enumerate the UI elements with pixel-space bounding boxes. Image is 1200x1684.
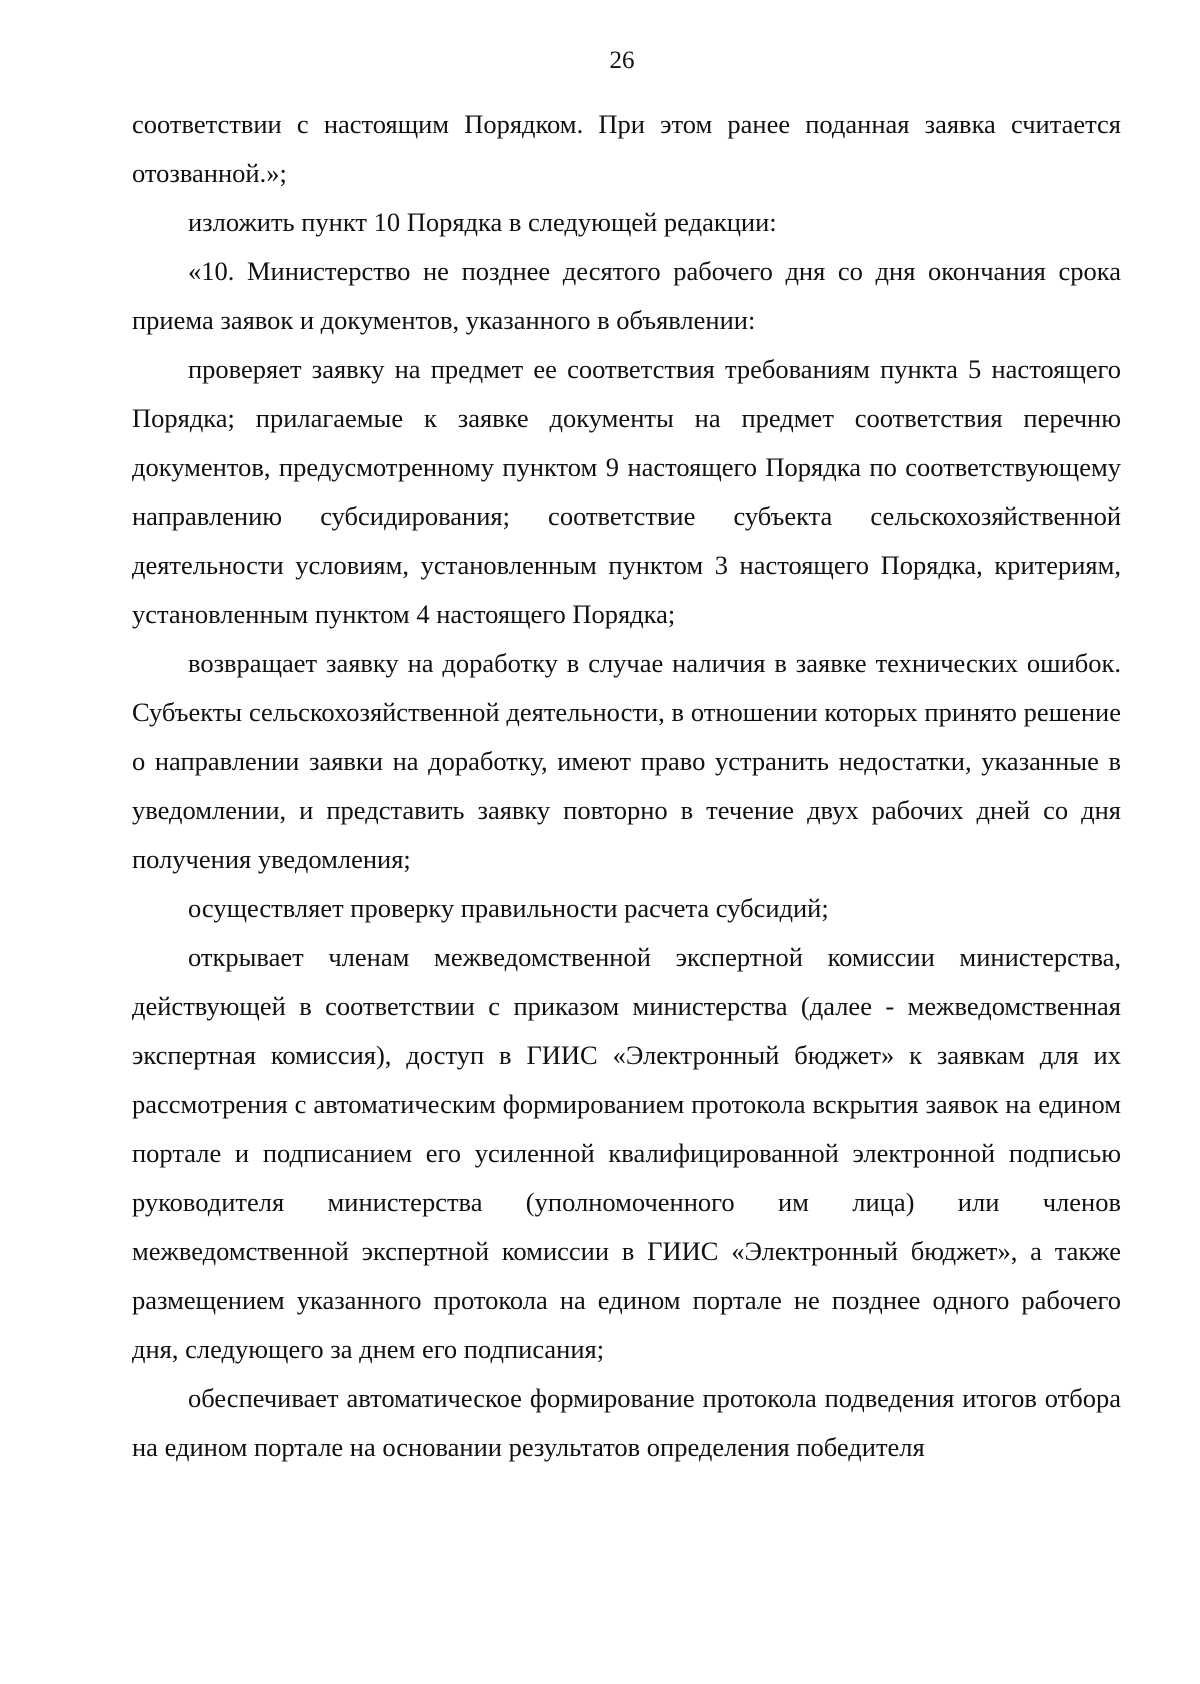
paragraph-returns-application: возвращает заявку на доработку в случае наличия в заявке технических ошибок. Субъекты сельскохозяйственной деятельности, в отношении которых принято решение о направлении заявки на доработку, имеют право устранить недостатки, указанные в уведомлении, и представить заявку повторно в течение двух рабочих дней со дня получения уведомления; <box>132 648 1121 874</box>
page-number: 26 <box>609 47 635 74</box>
paragraph-item-10: «10. Министерство не позднее десятого рабочего дня со дня окончания срока приема заявок и документов, указанного в объявлении: <box>132 256 1121 335</box>
paragraph-opens-access: открывает членам межведомственной экспертной комиссии министерства, действующей в соответствии с приказом министерства (далее - межведомственная экспертная комиссия), доступ в ГИИС «Электронный бюджет» к заявкам для их рассмотрения с автоматическим формированием протокола вскрытия заявок на едином портале и подписанием его усиленной квалифицированной электронной подписью руководителя министерства (уполномоченного им лица) или членов межведомственной экспертной комиссии в ГИИС «Электронный бюджет», а также размещением указанного протокола на едином портале не позднее одного рабочего дня, следующего за днем его подписания; <box>132 942 1121 1364</box>
paragraph-verifies-calculation: осуществляет проверку правильности расчета субсидий; <box>188 893 829 923</box>
paragraph-continuation: соответствии с настоящим Порядком. При этом ранее поданная заявка считается отозванной.»; <box>132 109 1121 188</box>
paragraph-checks-application: проверяет заявку на предмет ее соответствия требованиям пункта 5 настоящего Порядка; прилагаемые к заявке документы на предмет соответствия перечню документов, предусмотренному пунктом 9 настоящего Порядка по соответствующему направлению субсидирования; соответствие субъекта сельскохозяйственной деятельности условиям, установленным пунктом 3 настоящего Порядка, критериям, установленным пунктом 4 настоящего Порядка; <box>132 354 1121 629</box>
paragraph-amendment-intro: изложить пункт 10 Порядка в следующей редакции: <box>188 207 777 237</box>
paragraph-final-protocol: обеспечивает автоматическое формирование протокола подведения итогов отбора на едином портале на основании результатов определения победителя <box>132 1383 1121 1462</box>
document-body <box>132 100 1121 1472</box>
